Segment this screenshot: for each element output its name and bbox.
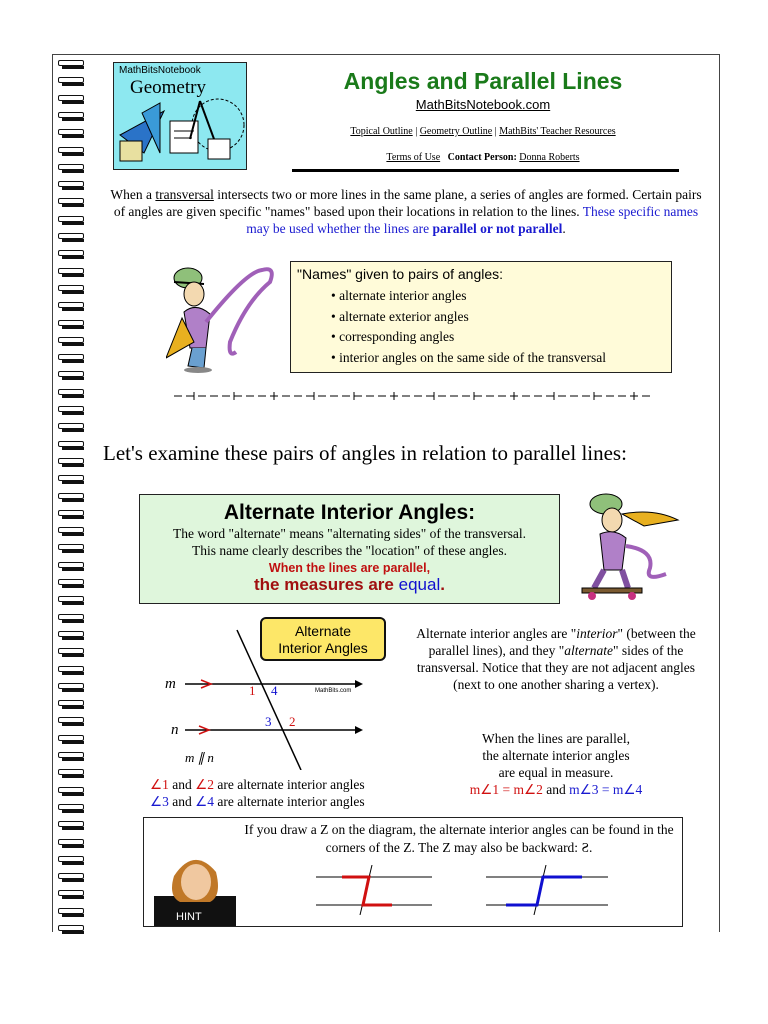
spiral-ring [58, 700, 84, 710]
angle-3-label: 3 [265, 714, 272, 729]
hint-text: If you draw a Z on the diagram, the alternate interior angles can be found in the corners of the Z. The Z may also be backward: Ƨ. [244, 822, 674, 855]
spiral-ring [58, 95, 84, 105]
spiral-ring [58, 596, 84, 606]
caption-and: and [172, 777, 192, 792]
desc2-line-2: the alternate interior angles [482, 748, 630, 763]
desc-text-1: Alternate interior angles are " [416, 626, 577, 641]
skateboarder-cartoon-icon [574, 490, 682, 602]
spiral-ring [58, 631, 84, 641]
list-item: • alternate interior angles [331, 288, 467, 303]
caption-text: are alternate interior angles [217, 777, 365, 792]
spiral-ring [58, 717, 84, 727]
intro-text-2: intersects two or more lines in the same plane, a series of angles are formed. Certain pairs of angles are given specific "names" based upon their locations in relation to the lines. [113, 187, 702, 219]
desc-alternate: alternate [564, 643, 613, 658]
spiral-ring [58, 389, 84, 399]
spiral-ring [58, 129, 84, 139]
names-list [331, 286, 606, 368]
aia-red-line-2 [140, 575, 559, 595]
transversal-term: transversal [155, 187, 214, 202]
spiral-ring [58, 648, 84, 658]
spiral-ring [58, 441, 84, 451]
angle-names-box [290, 261, 672, 373]
hint-box [143, 817, 683, 927]
spiral-ring [58, 198, 84, 208]
spiral-ring [58, 925, 84, 935]
aia-line-1: The word "alternate" means "alternating sides" of the transversal. [172, 526, 527, 541]
equal-measure-paragraph [416, 730, 696, 798]
equation-and: and [546, 782, 566, 797]
spiral-ring [58, 60, 84, 70]
spiral-ring [58, 320, 84, 330]
spiral-ring [58, 354, 84, 364]
spiral-ring [58, 544, 84, 554]
page-title: Angles and Parallel Lines [343, 68, 623, 94]
skater-cartoon-icon [166, 262, 284, 374]
diagram-title-badge [260, 617, 386, 661]
spiral-ring [58, 371, 84, 381]
intro-blue-text: These specific names may be used whether the lines are [246, 204, 699, 236]
spiral-ring [58, 787, 84, 797]
angle-2-label: 2 [289, 714, 296, 729]
caption-and: and [172, 794, 192, 809]
spiral-ring [58, 216, 84, 226]
spiral-ring [58, 527, 84, 537]
terms-link[interactable]: Terms of Use [386, 152, 441, 163]
angle-3-symbol: ∠3 [150, 794, 169, 809]
desc2-equations [416, 781, 696, 798]
caption-row-1 [150, 776, 365, 793]
angle-2-symbol: ∠2 [195, 777, 214, 792]
spiral-ring [58, 579, 84, 589]
aia-measures-text: the measures are [254, 575, 394, 594]
spiral-ring [58, 423, 84, 433]
site-link[interactable]: MathBitsNotebook.com [415, 97, 551, 112]
teacher-resources-link[interactable]: MathBits' Teacher Resources [499, 126, 616, 137]
spiral-ring [58, 683, 84, 693]
badge-line-1: Alternate [294, 623, 352, 639]
spiral-ring [58, 493, 84, 503]
logo-small-text: MathBitsNotebook [119, 65, 201, 76]
spiral-ring [58, 908, 84, 918]
logo-big-text: Geometry [130, 77, 206, 98]
alternate-interior-box [139, 494, 560, 604]
label-n: n [171, 722, 179, 738]
equation-2: m∠3 = m∠4 [569, 782, 643, 797]
intro-paragraph [104, 186, 708, 237]
geometry-tools-icon [114, 63, 246, 169]
desc2-line-1: When the lines are parallel, [481, 731, 631, 746]
spiral-ring [58, 890, 84, 900]
aia-red-line-1: When the lines are parallel, [268, 561, 431, 575]
spiral-ring [58, 77, 84, 87]
z-diagram-red [316, 865, 436, 915]
hint-badge: HINT [176, 911, 202, 923]
examine-heading: Let's examine these pairs of angles in relation to parallel lines: [103, 441, 627, 465]
angle-1-symbol: ∠1 [150, 777, 169, 792]
list-item: • corresponding angles [331, 329, 455, 344]
dashed-divider [174, 390, 650, 402]
hint-person-image [154, 846, 236, 926]
spiral-ring [58, 337, 84, 347]
angle-4-symbol: ∠4 [195, 794, 214, 809]
spiral-ring [58, 666, 84, 676]
spiral-ring [58, 285, 84, 295]
aia-line-2: This name clearly describes the "location" of these angles. [191, 543, 508, 558]
spiral-ring [58, 735, 84, 745]
aia-equal-word: equal [398, 575, 441, 594]
contact-label: Contact Person: [447, 152, 517, 163]
desc-text-3: " sides of the transversal. Notice that they are not adjacent angles (next to one another sharing a vertex). [416, 643, 696, 692]
desc-text-2: " (between the parallel lines), and they " [428, 626, 696, 658]
angle-4-label: 4 [271, 683, 278, 698]
spiral-ring [58, 510, 84, 520]
spiral-ring [58, 856, 84, 866]
intro-blue-bold: parallel or not parallel [432, 221, 563, 236]
intro-text-1: When a [110, 187, 153, 202]
header-divider [292, 169, 679, 172]
spiral-binding [56, 56, 86, 934]
caption-row-2 [150, 793, 365, 810]
spiral-ring [58, 839, 84, 849]
spiral-ring [58, 475, 84, 485]
names-heading: "Names" given to pairs of angles: [297, 266, 504, 282]
caption-text: are alternate interior angles [217, 794, 365, 809]
spiral-ring [58, 562, 84, 572]
spiral-ring [58, 769, 84, 779]
watermark: MathBits.com [315, 688, 352, 694]
badge-line-2: Interior Angles [278, 640, 368, 656]
intro-end: . [562, 221, 566, 236]
spiral-ring [58, 147, 84, 157]
list-item: • interior angles on the same side of the transversal [331, 349, 607, 365]
spiral-ring [58, 164, 84, 174]
angle-1-label: 1 [249, 683, 256, 698]
desc2-line-3: are equal in measure. [498, 765, 614, 780]
label-m: m [165, 676, 176, 692]
spiral-ring [58, 250, 84, 260]
desc-interior: interior [576, 626, 618, 641]
spiral-ring [58, 112, 84, 122]
spiral-ring [58, 873, 84, 883]
contact-link[interactable]: Donna Roberts [519, 152, 580, 163]
spiral-ring [58, 268, 84, 278]
spiral-ring [58, 752, 84, 762]
z-diagram-blue [486, 865, 612, 915]
geometry-logo [113, 62, 247, 170]
spiral-ring [58, 181, 84, 191]
terms-row [296, 152, 670, 163]
aia-heading: Alternate Interior Angles: [223, 501, 476, 524]
parallel-statement: m ∥ n [185, 750, 214, 765]
spiral-ring [58, 233, 84, 243]
description-paragraph [416, 625, 696, 693]
nav-links: Topical Outline | Geometry Outline | MathBits' Teacher Resources [350, 126, 616, 137]
list-item: • alternate exterior angles [331, 308, 469, 324]
aia-dot: . [440, 575, 445, 594]
geometry-outline-link[interactable]: Geometry Outline [419, 126, 493, 137]
spiral-ring [58, 821, 84, 831]
spiral-ring [58, 804, 84, 814]
spiral-ring [58, 302, 84, 312]
spiral-ring [58, 614, 84, 624]
spiral-ring [58, 406, 84, 416]
equation-1: m∠1 = m∠2 [469, 782, 543, 797]
diagram-captions [150, 776, 365, 810]
spiral-ring [58, 458, 84, 468]
topical-outline-link[interactable]: Topical Outline [350, 126, 413, 137]
